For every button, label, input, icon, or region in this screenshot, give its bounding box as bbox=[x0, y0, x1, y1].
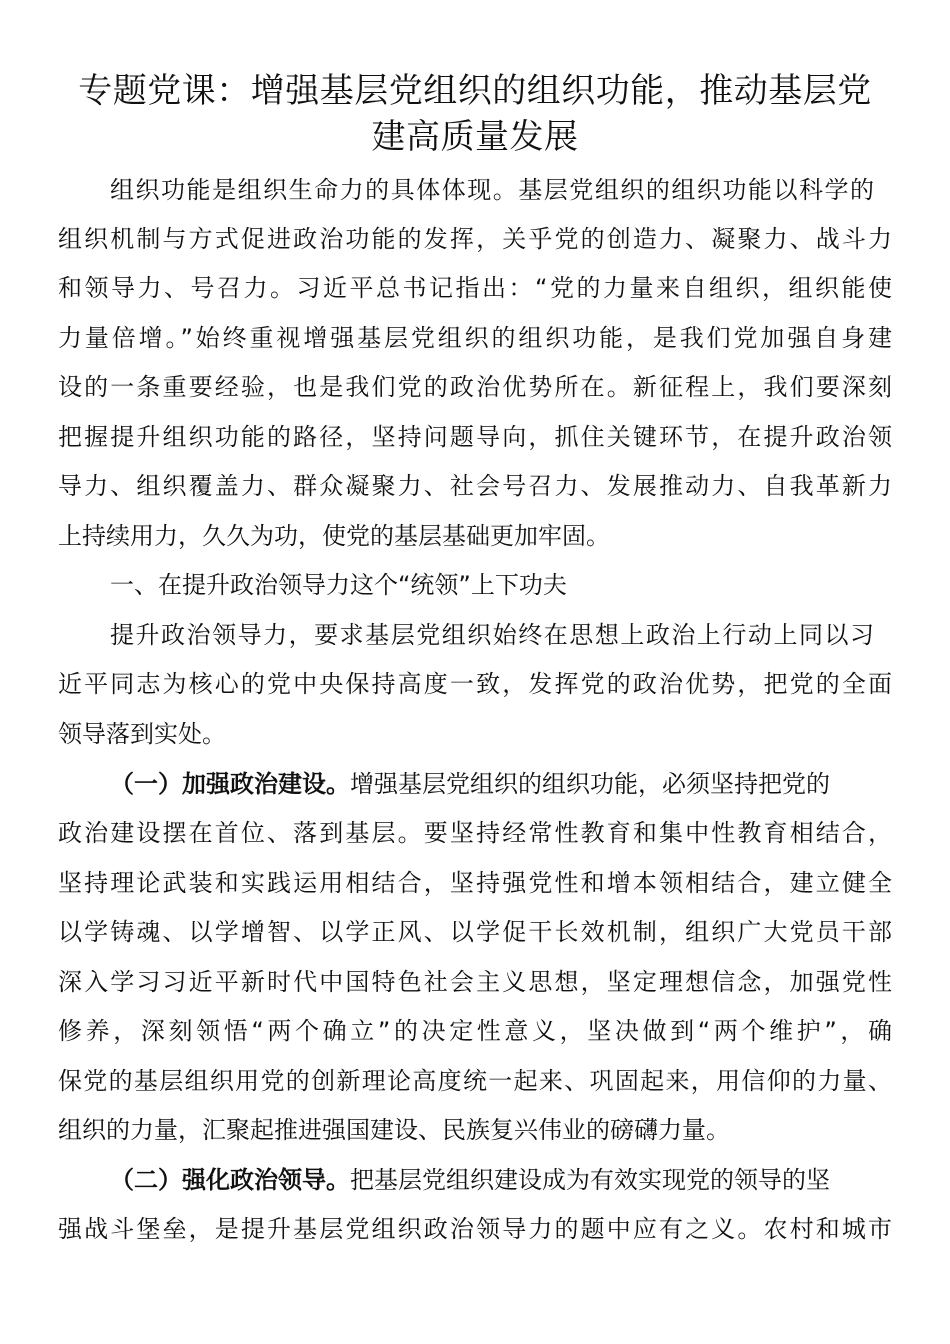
subsection1-first-line bbox=[110, 767, 874, 801]
subsection2-first-line bbox=[110, 1163, 874, 1197]
section1-line: 领导落到实处。 bbox=[58, 720, 226, 748]
subsection1-line: 修养，深刻领悟“两个确立”的决定性意义，坚决做到“两个维护”，确 bbox=[58, 1017, 892, 1045]
subsection1-line: 组织的力量，汇聚起推进强国建设、民族复兴伟业的磅礴力量。 bbox=[58, 1116, 730, 1144]
subsection2-heading: （二）强化政治领导。 bbox=[110, 1166, 350, 1194]
section1-line: 近平同志为核心的党中央保持高度一致，发挥党的政治优势，把党的全面 bbox=[58, 670, 892, 698]
intro-line: 导力、组织覆盖力、群众凝聚力、社会号召力、发展推动力、自我革新力 bbox=[58, 472, 892, 500]
subsection1-first-text: 增强基层党组织的组织功能，必须坚持把党的 bbox=[350, 770, 830, 798]
subsection1-line: 政治建设摆在首位、落到基层。要坚持经常性教育和集中性教育相结合， bbox=[58, 819, 892, 847]
section1-line: 提升政治领导力，要求基层党组织始终在思想上政治上行动上同以习 bbox=[110, 621, 874, 649]
subsection1-line: 以学铸魂、以学增智、以学正风、以学促干长效机制，组织广大党员干部 bbox=[58, 918, 892, 946]
subsection2-line: 强战斗堡垒，是提升基层党组织政治领导力的题中应有之义。农村和城市 bbox=[58, 1215, 892, 1243]
section-heading: 一、在提升政治领导力这个“统领”上下功夫 bbox=[110, 571, 567, 599]
subsection1-line: 坚持理论武装和实践运用相结合，坚持强党性和增本领相结合，建立健全 bbox=[58, 869, 892, 897]
document-title-line-1: 专题党课：增强基层党组织的组织功能，推动基层党 bbox=[78, 71, 872, 111]
intro-line: 把握提升组织功能的路径，坚持问题导向，抓住关键环节，在提升政治领 bbox=[58, 423, 892, 451]
intro-line: 上持续用力，久久为功，使党的基层基础更加牢固。 bbox=[58, 522, 610, 550]
subsection1-line: 保党的基层组织用党的创新理论高度统一起来、巩固起来，用信仰的力量、 bbox=[58, 1067, 892, 1095]
subsection2-first-text: 把基层党组织建设成为有效实现党的领导的坚 bbox=[350, 1166, 830, 1194]
document-title-line-2: 建高质量发展 bbox=[371, 117, 579, 157]
intro-line: 和领导力、号召力。习近平总书记指出：“党的力量来自组织，组织能使 bbox=[58, 274, 892, 302]
intro-line: 组织功能是组织生命力的具体体现。基层党组织的组织功能以科学的 bbox=[110, 176, 874, 204]
intro-line: 组织机制与方式促进政治功能的发挥，关乎党的创造力、凝聚力、战斗力 bbox=[58, 225, 892, 253]
intro-line: 力量倍增。”始终重视增强基层党组织的组织功能，是我们党加强自身建 bbox=[58, 324, 892, 352]
subsection1-heading: （一）加强政治建设。 bbox=[110, 770, 350, 798]
subsection1-line: 深入学习习近平新时代中国特色社会主义思想，坚定理想信念，加强党性 bbox=[58, 968, 892, 996]
intro-line: 设的一条重要经验，也是我们党的政治优势所在。新征程上，我们要深刻 bbox=[58, 373, 892, 401]
